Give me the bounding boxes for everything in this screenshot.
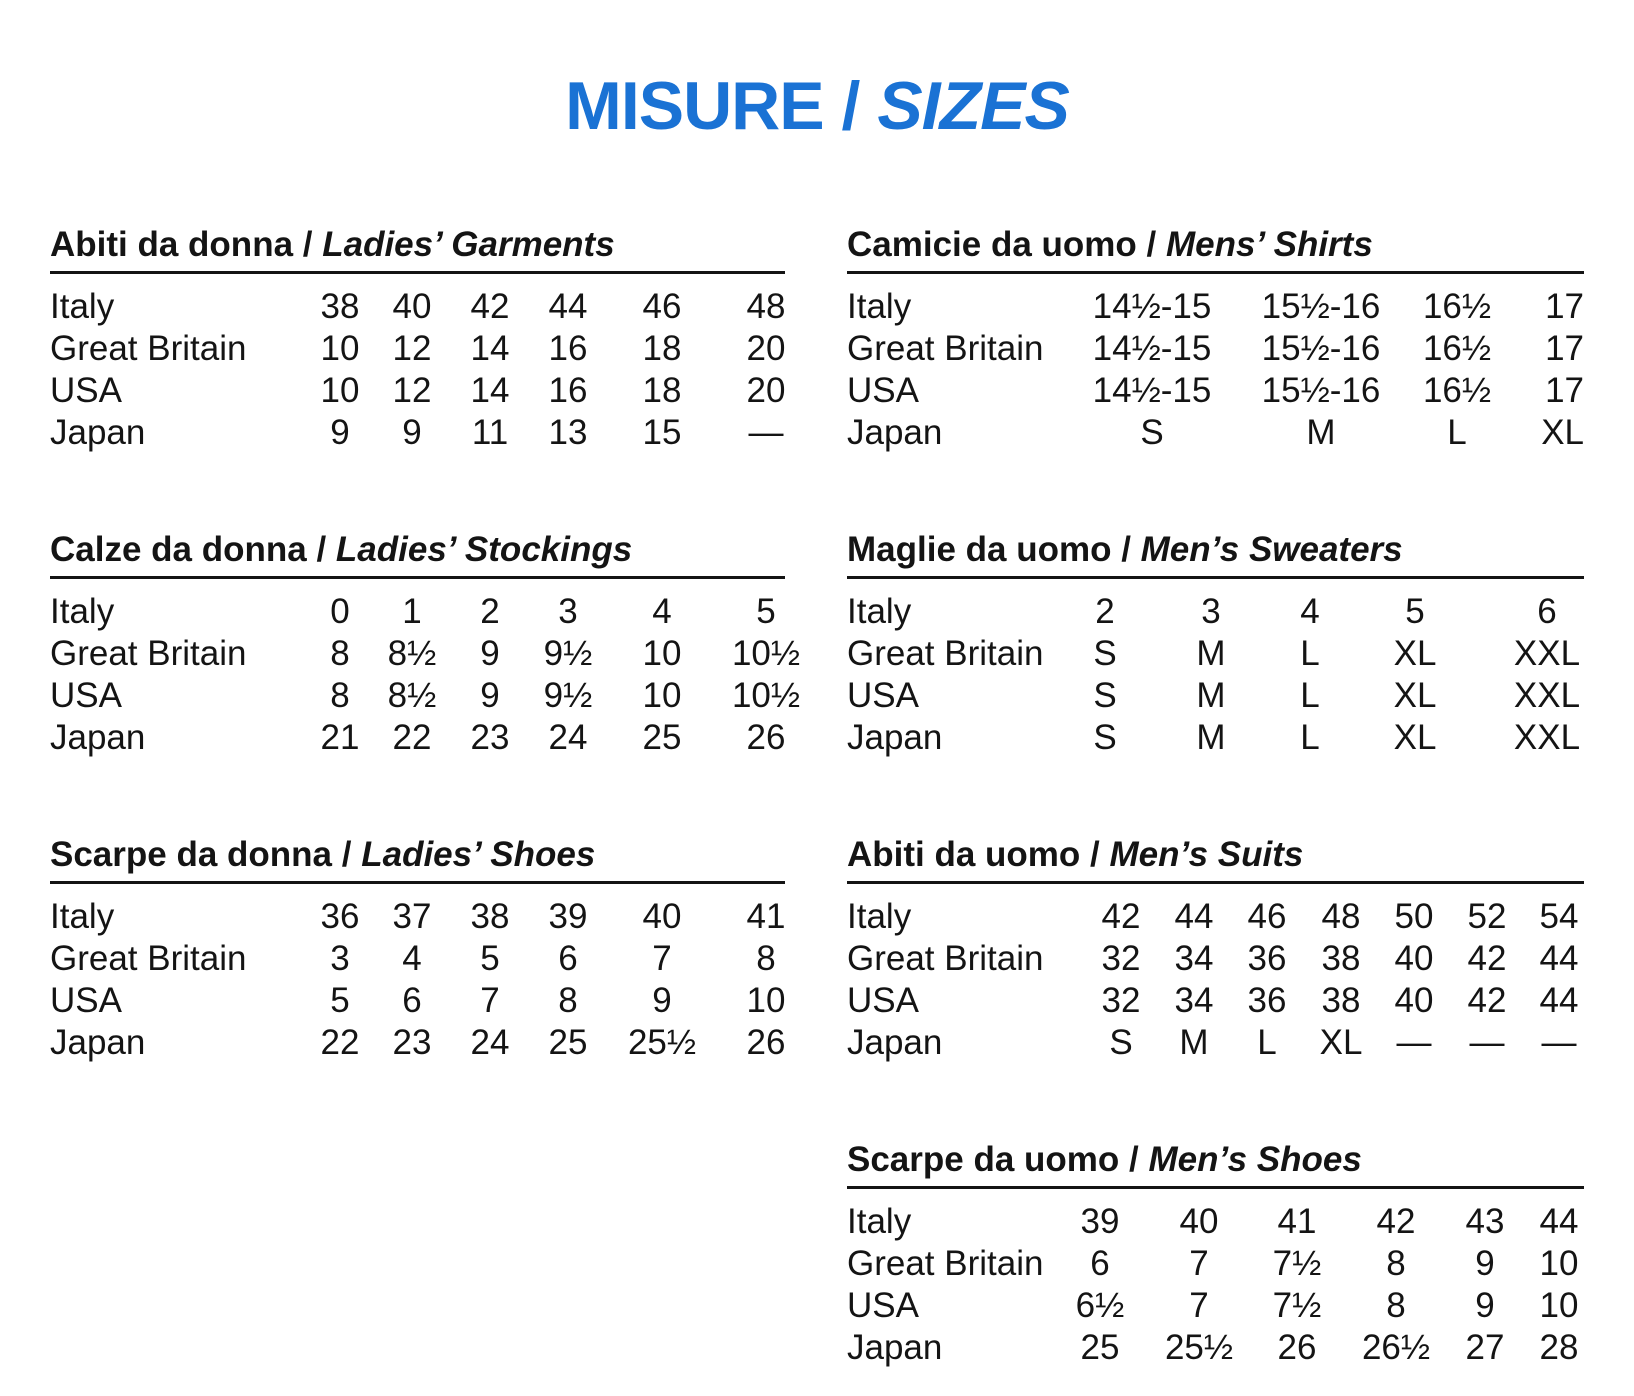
section-title-english: Men’s Suits (1109, 835, 1304, 874)
size-value: — (1469, 1023, 1505, 1062)
section-title-italian: Scarpe da donna (50, 835, 333, 874)
size-value: 4 (1300, 592, 1320, 631)
size-value: 8 (1386, 1244, 1406, 1283)
size-value: 22 (392, 718, 432, 757)
country-label: Italy (50, 592, 115, 631)
size-value: 0 (330, 592, 350, 631)
size-value: 44 (1539, 1202, 1579, 1241)
size-value: 23 (392, 1023, 432, 1062)
size-value: M (1306, 413, 1336, 452)
size-value: 3 (330, 939, 350, 978)
size-value: 26 (746, 718, 786, 757)
size-value: XL (1541, 413, 1584, 452)
size-value: 9 (1475, 1286, 1495, 1325)
size-value: 4 (652, 592, 672, 631)
size-value: 2 (1095, 592, 1115, 631)
section-mens-shoes (847, 1140, 1584, 1369)
size-value: 27 (1465, 1328, 1505, 1367)
size-value: 9½ (543, 634, 593, 673)
size-value: 3 (558, 592, 578, 631)
section-title (50, 225, 785, 271)
size-value: 6 (558, 939, 578, 978)
size-value: L (1300, 676, 1320, 715)
section-title-english: Ladies’ Stockings (335, 530, 633, 569)
size-value: — (748, 413, 784, 452)
size-value: L (1300, 718, 1320, 757)
size-value: 25 (1080, 1328, 1120, 1367)
size-value: 8 (330, 676, 350, 715)
section-divider (50, 271, 785, 274)
title-italian: MISURE (565, 68, 824, 144)
size-value: 42 (1467, 939, 1507, 978)
section-title-italian: Camicie da uomo (847, 225, 1137, 264)
section-title-separator: / (332, 835, 362, 874)
size-value: 26 (1277, 1328, 1317, 1367)
size-value: XL (1393, 676, 1437, 715)
country-label: Great Britain (50, 939, 247, 978)
country-label: USA (847, 1286, 919, 1325)
country-label: Japan (50, 718, 146, 757)
size-value: 39 (1080, 1202, 1120, 1241)
size-value: 38 (1321, 939, 1361, 978)
table-row (50, 286, 785, 328)
size-value: 9 (480, 676, 500, 715)
size-value: L (1300, 634, 1320, 673)
size-value: 21 (320, 718, 360, 757)
size-value: 42 (1467, 981, 1507, 1020)
country-label: Great Britain (847, 634, 1044, 673)
section-divider (847, 1186, 1584, 1189)
size-value: 14½-15 (1092, 329, 1212, 368)
size-value: 54 (1539, 897, 1579, 936)
size-value: XL (1393, 718, 1437, 757)
title-separator: / (823, 68, 878, 144)
size-value: 26½ (1361, 1328, 1431, 1367)
size-value: 40 (1394, 939, 1434, 978)
country-label: Japan (847, 1328, 943, 1367)
size-value: 10 (642, 676, 682, 715)
size-value: 48 (1321, 897, 1361, 936)
size-value: 36 (320, 897, 360, 936)
table-row (50, 980, 785, 1022)
size-value: 40 (392, 287, 432, 326)
section-ladies-shoes (50, 835, 785, 1064)
country-label: Japan (847, 413, 943, 452)
size-value: 10 (320, 329, 360, 368)
size-value: 10 (746, 981, 786, 1020)
country-label: Japan (847, 1023, 943, 1062)
size-value: 7½ (1272, 1286, 1322, 1325)
section-title (847, 225, 1584, 271)
size-value: 10½ (731, 634, 801, 673)
size-value: S (1140, 413, 1164, 452)
section-title-english: Men’s Shoes (1148, 1140, 1362, 1179)
size-value: 9 (652, 981, 672, 1020)
size-value: — (1541, 1023, 1577, 1062)
size-value: 32 (1101, 939, 1141, 978)
country-label: Great Britain (50, 634, 247, 673)
size-value: 14 (470, 329, 510, 368)
section-title-separator: / (306, 530, 336, 569)
table-row (847, 412, 1584, 454)
size-value: 9 (480, 634, 500, 673)
section-title (50, 835, 785, 881)
size-value: 25½ (627, 1023, 697, 1062)
size-value: 23 (470, 718, 510, 757)
size-value: 46 (1247, 897, 1287, 936)
size-value: 2 (480, 592, 500, 631)
size-value: 10 (642, 634, 682, 673)
size-value: 6½ (1075, 1286, 1125, 1325)
section-title (50, 530, 785, 576)
table-row (847, 717, 1584, 759)
size-value: 44 (548, 287, 588, 326)
table-row (847, 896, 1584, 938)
size-value: 6 (402, 981, 422, 1020)
size-value: 16 (548, 371, 588, 410)
size-value: 1 (402, 592, 422, 631)
section-title-italian: Abiti da uomo (847, 835, 1081, 874)
size-value: 24 (470, 1023, 510, 1062)
table-row (50, 675, 801, 717)
size-value: 12 (392, 329, 432, 368)
size-value: 40 (642, 897, 682, 936)
table-row (847, 1201, 1584, 1243)
size-value: 9½ (543, 676, 593, 715)
country-label: Great Britain (847, 1244, 1044, 1283)
size-value: 22 (320, 1023, 360, 1062)
size-value: 25 (642, 718, 682, 757)
size-value: 25½ (1164, 1328, 1234, 1367)
size-value: 17 (1545, 329, 1584, 368)
section-ladies-garments (50, 225, 785, 454)
size-value: 36 (1247, 981, 1287, 1020)
country-label: Japan (50, 1023, 146, 1062)
section-title-italian: Calze da donna (50, 530, 307, 569)
size-value: 13 (548, 413, 588, 452)
size-value: XXL (1513, 676, 1581, 715)
size-value: 37 (392, 897, 432, 936)
size-value: 32 (1101, 981, 1141, 1020)
size-value: 15½-16 (1261, 371, 1381, 410)
size-value: 7 (1189, 1244, 1209, 1283)
size-value: 42 (470, 287, 510, 326)
size-value: M (1196, 676, 1226, 715)
size-value: 28 (1539, 1328, 1579, 1367)
size-value: XL (1393, 634, 1437, 673)
size-value: — (1396, 1023, 1432, 1062)
size-value: M (1196, 634, 1226, 673)
size-value: 34 (1174, 939, 1214, 978)
size-value: 24 (548, 718, 588, 757)
section-title (847, 530, 1584, 576)
table-row (847, 938, 1584, 980)
size-value: 44 (1174, 897, 1214, 936)
size-value: 15 (642, 413, 682, 452)
table-row (50, 896, 785, 938)
size-value: S (1093, 634, 1117, 673)
size-value: 44 (1539, 981, 1579, 1020)
size-value: L (1447, 413, 1467, 452)
section-title-separator: / (1111, 530, 1141, 569)
size-value: 39 (548, 897, 588, 936)
size-value: XL (1319, 1023, 1363, 1062)
page-title (0, 66, 1634, 146)
table-row (50, 1022, 785, 1064)
title-english: SIZES (877, 68, 1069, 144)
country-label: USA (50, 676, 122, 715)
size-value: 16½ (1422, 287, 1492, 326)
country-label: Great Britain (50, 329, 247, 368)
table-row (50, 633, 801, 675)
size-value: 42 (1376, 1202, 1416, 1241)
size-value: 50 (1394, 897, 1434, 936)
section-divider (50, 881, 785, 884)
section-title (847, 1140, 1584, 1186)
size-value: 42 (1101, 897, 1141, 936)
country-label: Great Britain (847, 329, 1044, 368)
size-value: 48 (746, 287, 786, 326)
size-value: 16 (548, 329, 588, 368)
size-value: 38 (470, 897, 510, 936)
section-divider (847, 576, 1584, 579)
size-value: 6 (1090, 1244, 1110, 1283)
size-value: 5 (480, 939, 500, 978)
table-row (847, 370, 1584, 412)
size-value: S (1093, 676, 1117, 715)
country-label: USA (847, 676, 919, 715)
size-value: 3 (1201, 592, 1221, 631)
size-value: 8 (558, 981, 578, 1020)
table-row (847, 591, 1584, 633)
size-value: 41 (746, 897, 786, 936)
size-value: S (1109, 1023, 1133, 1062)
size-value: 5 (756, 592, 776, 631)
section-title-separator: / (1136, 225, 1166, 264)
section-ladies-stockings (50, 530, 801, 759)
size-value: 15½-16 (1261, 287, 1381, 326)
size-value: M (1179, 1023, 1209, 1062)
size-value: 43 (1465, 1202, 1505, 1241)
country-label: Italy (847, 1202, 912, 1241)
size-value: S (1093, 718, 1117, 757)
size-value: 46 (642, 287, 682, 326)
country-label: USA (847, 981, 919, 1020)
section-divider (847, 271, 1584, 274)
size-value: 9 (1475, 1244, 1495, 1283)
size-value: 8 (330, 634, 350, 673)
section-title-italian: Abiti da donna (50, 225, 294, 264)
size-value: 26 (746, 1023, 786, 1062)
section-title-english: Ladies’ Garments (322, 225, 615, 264)
size-value: 8 (756, 939, 776, 978)
country-label: Japan (50, 413, 146, 452)
size-value: 14 (470, 371, 510, 410)
size-value: 7 (1189, 1286, 1209, 1325)
size-value: 5 (1405, 592, 1425, 631)
country-label: USA (50, 371, 122, 410)
size-value: 7 (480, 981, 500, 1020)
country-label: Great Britain (847, 939, 1044, 978)
section-title-separator: / (1080, 835, 1110, 874)
size-value: 36 (1247, 939, 1287, 978)
table-row (847, 1243, 1584, 1285)
size-value: XXL (1513, 634, 1581, 673)
size-value: 44 (1539, 939, 1579, 978)
size-value: 8½ (387, 634, 437, 673)
country-label: Italy (50, 287, 115, 326)
section-mens-shirts (847, 225, 1584, 454)
size-value: 17 (1545, 371, 1584, 410)
size-value: 18 (642, 371, 682, 410)
table-row (847, 328, 1584, 370)
section-title-english: Ladies’ Shoes (361, 835, 596, 874)
table-row (847, 675, 1584, 717)
table-row (50, 717, 785, 759)
size-value: 7 (652, 939, 672, 978)
size-value: 9 (330, 413, 350, 452)
size-value: 14½-15 (1092, 287, 1212, 326)
section-title-separator: / (1119, 1140, 1149, 1179)
size-value: 18 (642, 329, 682, 368)
table-row (50, 328, 785, 370)
size-value: M (1196, 718, 1226, 757)
size-value: 38 (1321, 981, 1361, 1020)
size-value: 8½ (387, 676, 437, 715)
size-value: 52 (1467, 897, 1507, 936)
size-value: 10½ (731, 676, 801, 715)
country-label: Italy (847, 592, 912, 631)
table-row (50, 370, 785, 412)
size-value: 41 (1277, 1202, 1317, 1241)
country-label: Italy (847, 287, 912, 326)
size-value: L (1257, 1023, 1277, 1062)
section-title (847, 835, 1584, 881)
size-value: 10 (1539, 1286, 1579, 1325)
table-row (50, 412, 785, 454)
size-value: 5 (330, 981, 350, 1020)
size-value: 14½-15 (1092, 371, 1212, 410)
country-label: Italy (847, 897, 912, 936)
country-label: USA (50, 981, 122, 1020)
section-divider (847, 881, 1584, 884)
table-row (847, 1285, 1584, 1327)
size-value: 9 (402, 413, 422, 452)
size-value: 17 (1545, 287, 1584, 326)
size-value: 11 (471, 413, 509, 452)
size-value: 34 (1174, 981, 1214, 1020)
size-value: 20 (746, 329, 786, 368)
size-value: 25 (548, 1023, 588, 1062)
size-value: XXL (1513, 718, 1581, 757)
size-value: 38 (320, 287, 360, 326)
section-title-english: Men’s Sweaters (1140, 530, 1403, 569)
table-row (50, 938, 785, 980)
size-value: 20 (746, 371, 786, 410)
size-value: 40 (1179, 1202, 1219, 1241)
country-label: Italy (50, 897, 115, 936)
size-value: 6 (1537, 592, 1557, 631)
size-value: 10 (320, 371, 360, 410)
size-value: 12 (392, 371, 432, 410)
country-label: USA (847, 371, 919, 410)
table-row (50, 591, 785, 633)
section-title-italian: Maglie da uomo (847, 530, 1112, 569)
section-divider (50, 576, 785, 579)
country-label: Japan (847, 718, 943, 757)
size-value: 16½ (1422, 329, 1492, 368)
table-row (847, 286, 1584, 328)
size-value: 4 (402, 939, 422, 978)
section-mens-suits (847, 835, 1584, 1064)
table-row (847, 980, 1584, 1022)
section-mens-sweaters (847, 530, 1584, 759)
size-value: 7½ (1272, 1244, 1322, 1283)
size-value: 16½ (1422, 371, 1492, 410)
size-value: 40 (1394, 981, 1434, 1020)
size-value: 8 (1386, 1286, 1406, 1325)
section-title-italian: Scarpe da uomo (847, 1140, 1120, 1179)
table-row (847, 1327, 1584, 1369)
section-title-separator: / (293, 225, 323, 264)
table-row (847, 633, 1584, 675)
size-value: 10 (1539, 1244, 1579, 1283)
size-value: 15½-16 (1261, 329, 1381, 368)
table-row (847, 1022, 1584, 1064)
section-title-english: Mens’ Shirts (1165, 225, 1373, 264)
